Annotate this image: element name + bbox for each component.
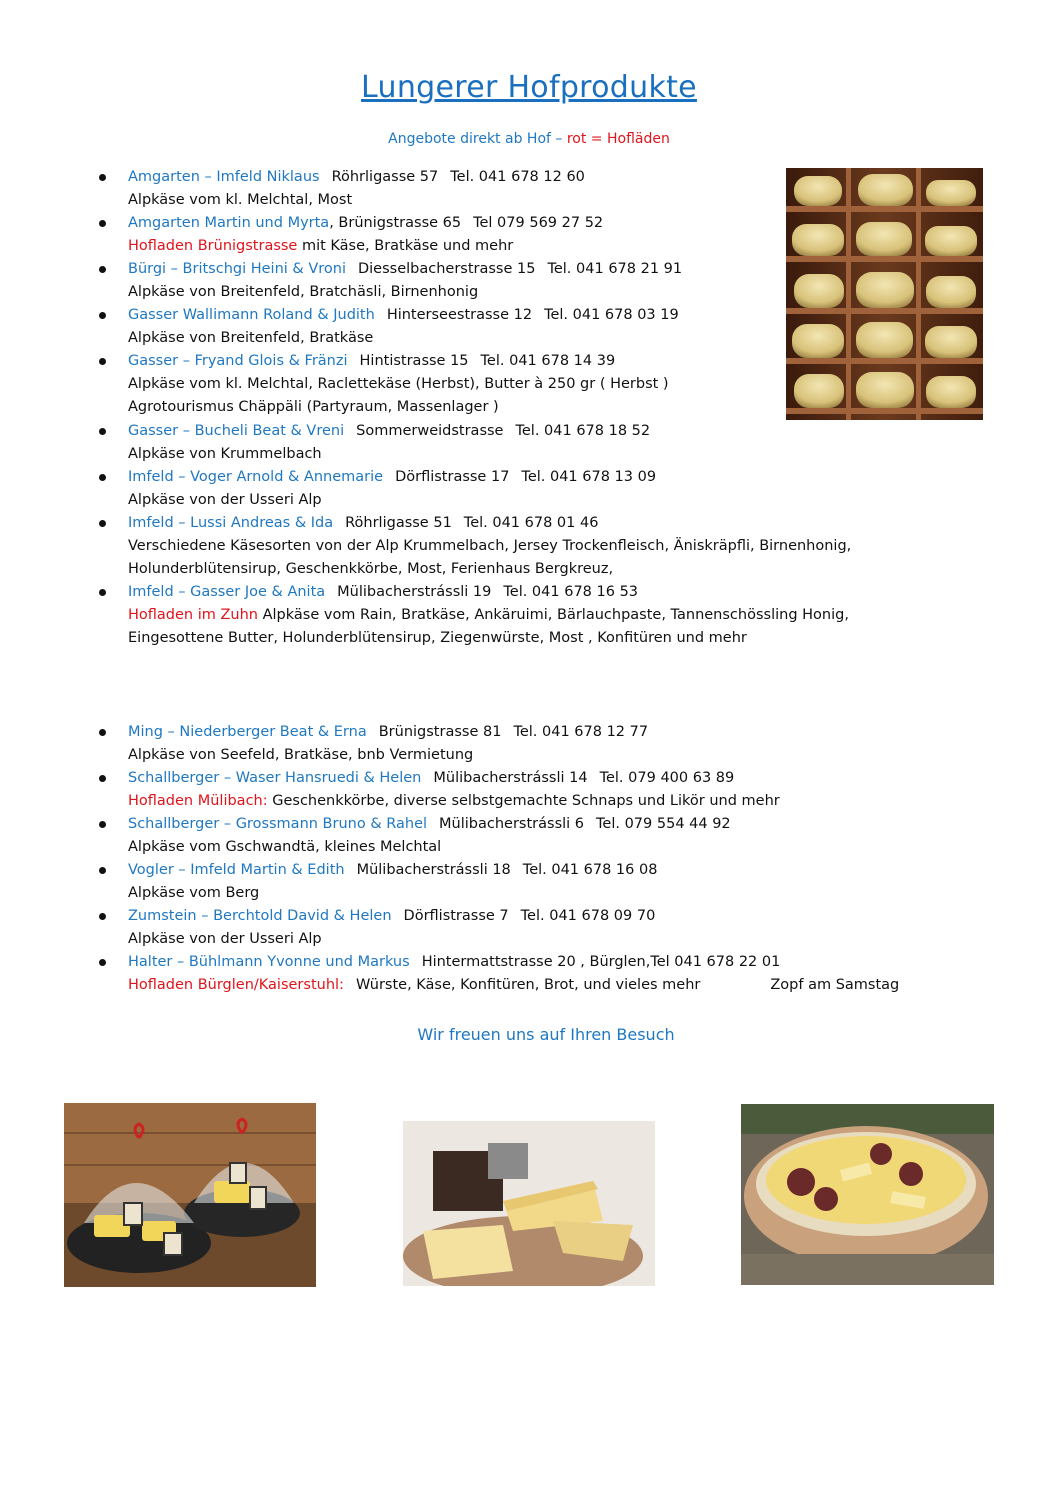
producer-address: Sommerweidstrasse bbox=[356, 423, 504, 439]
producer-address: Hinterseestrasse 12 bbox=[386, 307, 533, 323]
bullet-icon bbox=[99, 428, 106, 435]
page-subtitle bbox=[0, 131, 1058, 147]
cheese-board-photo bbox=[403, 1121, 655, 1286]
producer-products: Alpkäse vom kl. Melchtal, Raclettekäse (Herbst), Butter à 250 gr ( Herbst ) bbox=[128, 376, 669, 392]
bullet-icon bbox=[99, 959, 106, 966]
producer-phone: Tel. 041 678 16 08 bbox=[522, 862, 658, 878]
list-item bbox=[128, 466, 1028, 512]
producer-name: Imfeld – Lussi Andreas & Ida bbox=[128, 515, 334, 531]
gift-baskets-photo bbox=[64, 1103, 316, 1287]
page-title: Lungerer Hofprodukte bbox=[361, 70, 697, 105]
list-item bbox=[128, 581, 1028, 650]
producer-name: Amgarten – Imfeld Niklaus bbox=[128, 169, 320, 185]
bullet-icon bbox=[99, 520, 106, 527]
subtitle-red: rot = Hofläden bbox=[566, 131, 670, 147]
producer-products: Alpkäse vom Gschwandtä, kleines Melchtal bbox=[128, 839, 442, 855]
producer-name: Imfeld – Gasser Joe & Anita bbox=[128, 584, 326, 600]
list-item: Amgarten Martin und Myrta, Brünigstrasse 65 Tel 079 569 27 52 Hofladen Brünigstrasse mit Käse, Bratkäse und mehr bbox=[128, 212, 1028, 258]
producer-products: Holunderblütensirup, Geschenkkörbe, Most, Ferienhaus Bergkreuz, bbox=[128, 561, 614, 577]
producer-name: Amgarten Martin und Myrta bbox=[128, 215, 330, 231]
producer-address: Dörflistrasse 7 bbox=[403, 908, 509, 924]
producer-name: Imfeld – Voger Arnold & Annemarie bbox=[128, 469, 384, 485]
producer-phone: Tel. 041 678 03 19 bbox=[544, 307, 679, 323]
producer-phone: Tel. 041 678 18 52 bbox=[515, 423, 651, 439]
producer-name: Schallberger – Grossmann Bruno & Rahel bbox=[128, 816, 428, 832]
bullet-icon bbox=[99, 867, 106, 874]
producer-products: Alpkäse von der Usseri Alp bbox=[128, 492, 322, 508]
producer-products: Alpkäse von Krummelbach bbox=[128, 446, 322, 462]
producer-phone: Tel. 079 554 44 92 bbox=[596, 816, 731, 832]
producer-products: Verschiedene Käsesorten von der Alp Krummelbach, Jersey Trockenfleisch, Äniskräpfli, Birnenhonig, bbox=[128, 538, 852, 554]
producer-address: Röhrligasse 57 bbox=[331, 169, 439, 185]
list-item bbox=[128, 951, 1028, 997]
producer-name: Vogler – Imfeld Martin & Edith bbox=[128, 862, 345, 878]
closing-message: Wir freuen uns auf Ihren Besuch bbox=[417, 1025, 675, 1044]
farm-shop-products: Alpkäse vom Rain, Bratkäse, Ankäruimi, Bärlauchpaste, Tannenschössling Honig, bbox=[262, 607, 849, 623]
producer-phone: Tel. 041 678 16 53 bbox=[503, 584, 639, 600]
producer-phone: Tel. 041 678 12 60 bbox=[450, 169, 585, 185]
list-item bbox=[128, 420, 1028, 466]
list-item bbox=[128, 813, 1028, 859]
producer-phone: Tel 079 569 27 52 bbox=[473, 215, 604, 231]
producer-name: Gasser – Fryand Glois & Fränzi bbox=[128, 353, 348, 369]
farm-shop-products: Würste, Käse, Konfitüren, Brot, und vieles mehr bbox=[355, 977, 701, 993]
bullet-icon bbox=[99, 220, 106, 227]
producer-name: Gasser – Bucheli Beat & Vreni bbox=[128, 423, 345, 439]
bullet-icon bbox=[99, 775, 106, 782]
producer-phone: Tel. 041 678 09 70 bbox=[520, 908, 656, 924]
cheese-shelf-photo bbox=[786, 168, 983, 420]
subtitle-blue: Angebote direkt ab Hof – bbox=[388, 131, 567, 147]
farm-shop-products: mit Käse, Bratkäse und mehr bbox=[301, 238, 514, 254]
farm-shop-label: Hofladen im Zuhn bbox=[128, 607, 258, 623]
bullet-icon bbox=[99, 312, 106, 319]
list-item bbox=[128, 721, 1028, 767]
producer-name: Ming – Niederberger Beat & Erna bbox=[128, 724, 367, 740]
producer-phone: Tel. 079 400 63 89 bbox=[599, 770, 735, 786]
producer-name: Halter – Bühlmann Yvonne und Markus bbox=[128, 954, 410, 970]
producer-name: Zumstein – Berchtold David & Helen bbox=[128, 908, 392, 924]
producer-address: Röhrligasse 51 bbox=[345, 515, 452, 531]
extra-note: Zopf am Samstag bbox=[770, 977, 900, 993]
farm-shop-label: Hofladen Bürglen/Kaiserstuhl: bbox=[128, 977, 344, 993]
bullet-icon bbox=[99, 358, 106, 365]
farm-shop-products: Geschenkkörbe, diverse selbstgemachte Schnaps und Likör und mehr bbox=[272, 793, 780, 809]
bullet-icon bbox=[99, 474, 106, 481]
producer-products: Alpkäse von Breitenfeld, Bratkäse bbox=[128, 330, 374, 346]
producer-products: Eingesottene Butter, Holunderblütensirup, Ziegenwürste, Most , Konfitüren und mehr bbox=[128, 630, 747, 646]
bullet-icon bbox=[99, 821, 106, 828]
bullet-icon bbox=[99, 174, 106, 181]
list-item bbox=[128, 859, 1028, 905]
producer-address: Mülibacherstrássli 6 bbox=[439, 816, 585, 832]
producer-address: Brünigstrasse 81 bbox=[378, 724, 502, 740]
farm-shop-label: Hofladen Mülibach: bbox=[128, 793, 268, 809]
list-item bbox=[128, 767, 1028, 813]
producer-address: Diesselbacherstrasse 15 bbox=[357, 261, 536, 277]
producer-products: Agrotourismus Chäppäli (Partyraum, Massenlager ) bbox=[128, 399, 499, 415]
producer-phone: Tel 041 678 22 01 bbox=[650, 954, 781, 970]
producer-products: Alpkäse vom kl. Melchtal, Most bbox=[128, 192, 353, 208]
producer-phone: Tel. 041 678 14 39 bbox=[480, 353, 616, 369]
producer-address: Mülibacherstrássli 18 bbox=[356, 862, 511, 878]
producer-products: Alpkäse vom Berg bbox=[128, 885, 260, 901]
list-item bbox=[128, 905, 1028, 951]
producer-name: Gasser Wallimann Roland & Judith bbox=[128, 307, 375, 323]
farm-shop-label: Hofladen Brünigstrasse bbox=[128, 238, 298, 254]
bullet-icon bbox=[99, 729, 106, 736]
producer-products: Alpkäse von der Usseri Alp bbox=[128, 931, 322, 947]
producer-address: Mülibacherstrássli 19 bbox=[337, 584, 492, 600]
producer-address: Dörflistrasse 17 bbox=[395, 469, 510, 485]
list-item bbox=[128, 512, 1028, 581]
producer-phone: Tel. 041 678 01 46 bbox=[463, 515, 599, 531]
producer-phone: Tel. 041 678 12 77 bbox=[513, 724, 649, 740]
producer-name: Schallberger – Waser Hansruedi & Helen bbox=[128, 770, 422, 786]
producer-products: Alpkäse von Seefeld, Bratkäse, bnb Vermietung bbox=[128, 747, 474, 763]
producer-name: Bürgi – Britschgi Heini & Vroni bbox=[128, 261, 346, 277]
cheese-platter-photo bbox=[741, 1104, 994, 1285]
producer-phone: Tel. 041 678 21 91 bbox=[547, 261, 683, 277]
producer-phone: Tel. 041 678 13 09 bbox=[521, 469, 657, 485]
producer-products: Alpkäse von Breitenfeld, Bratchäsli, Birnenhonig bbox=[128, 284, 479, 300]
bullet-icon bbox=[99, 266, 106, 273]
producer-address: Hintermattstrasse 20 , Bürglen, bbox=[421, 954, 651, 970]
producer-address: Brünigstrasse 65 bbox=[338, 215, 462, 231]
producer-address: Hintistrasse 15 bbox=[359, 353, 469, 369]
bullet-icon bbox=[99, 589, 106, 596]
producer-address: Mülibacherstrássli 14 bbox=[433, 770, 588, 786]
bullet-icon bbox=[99, 913, 106, 920]
